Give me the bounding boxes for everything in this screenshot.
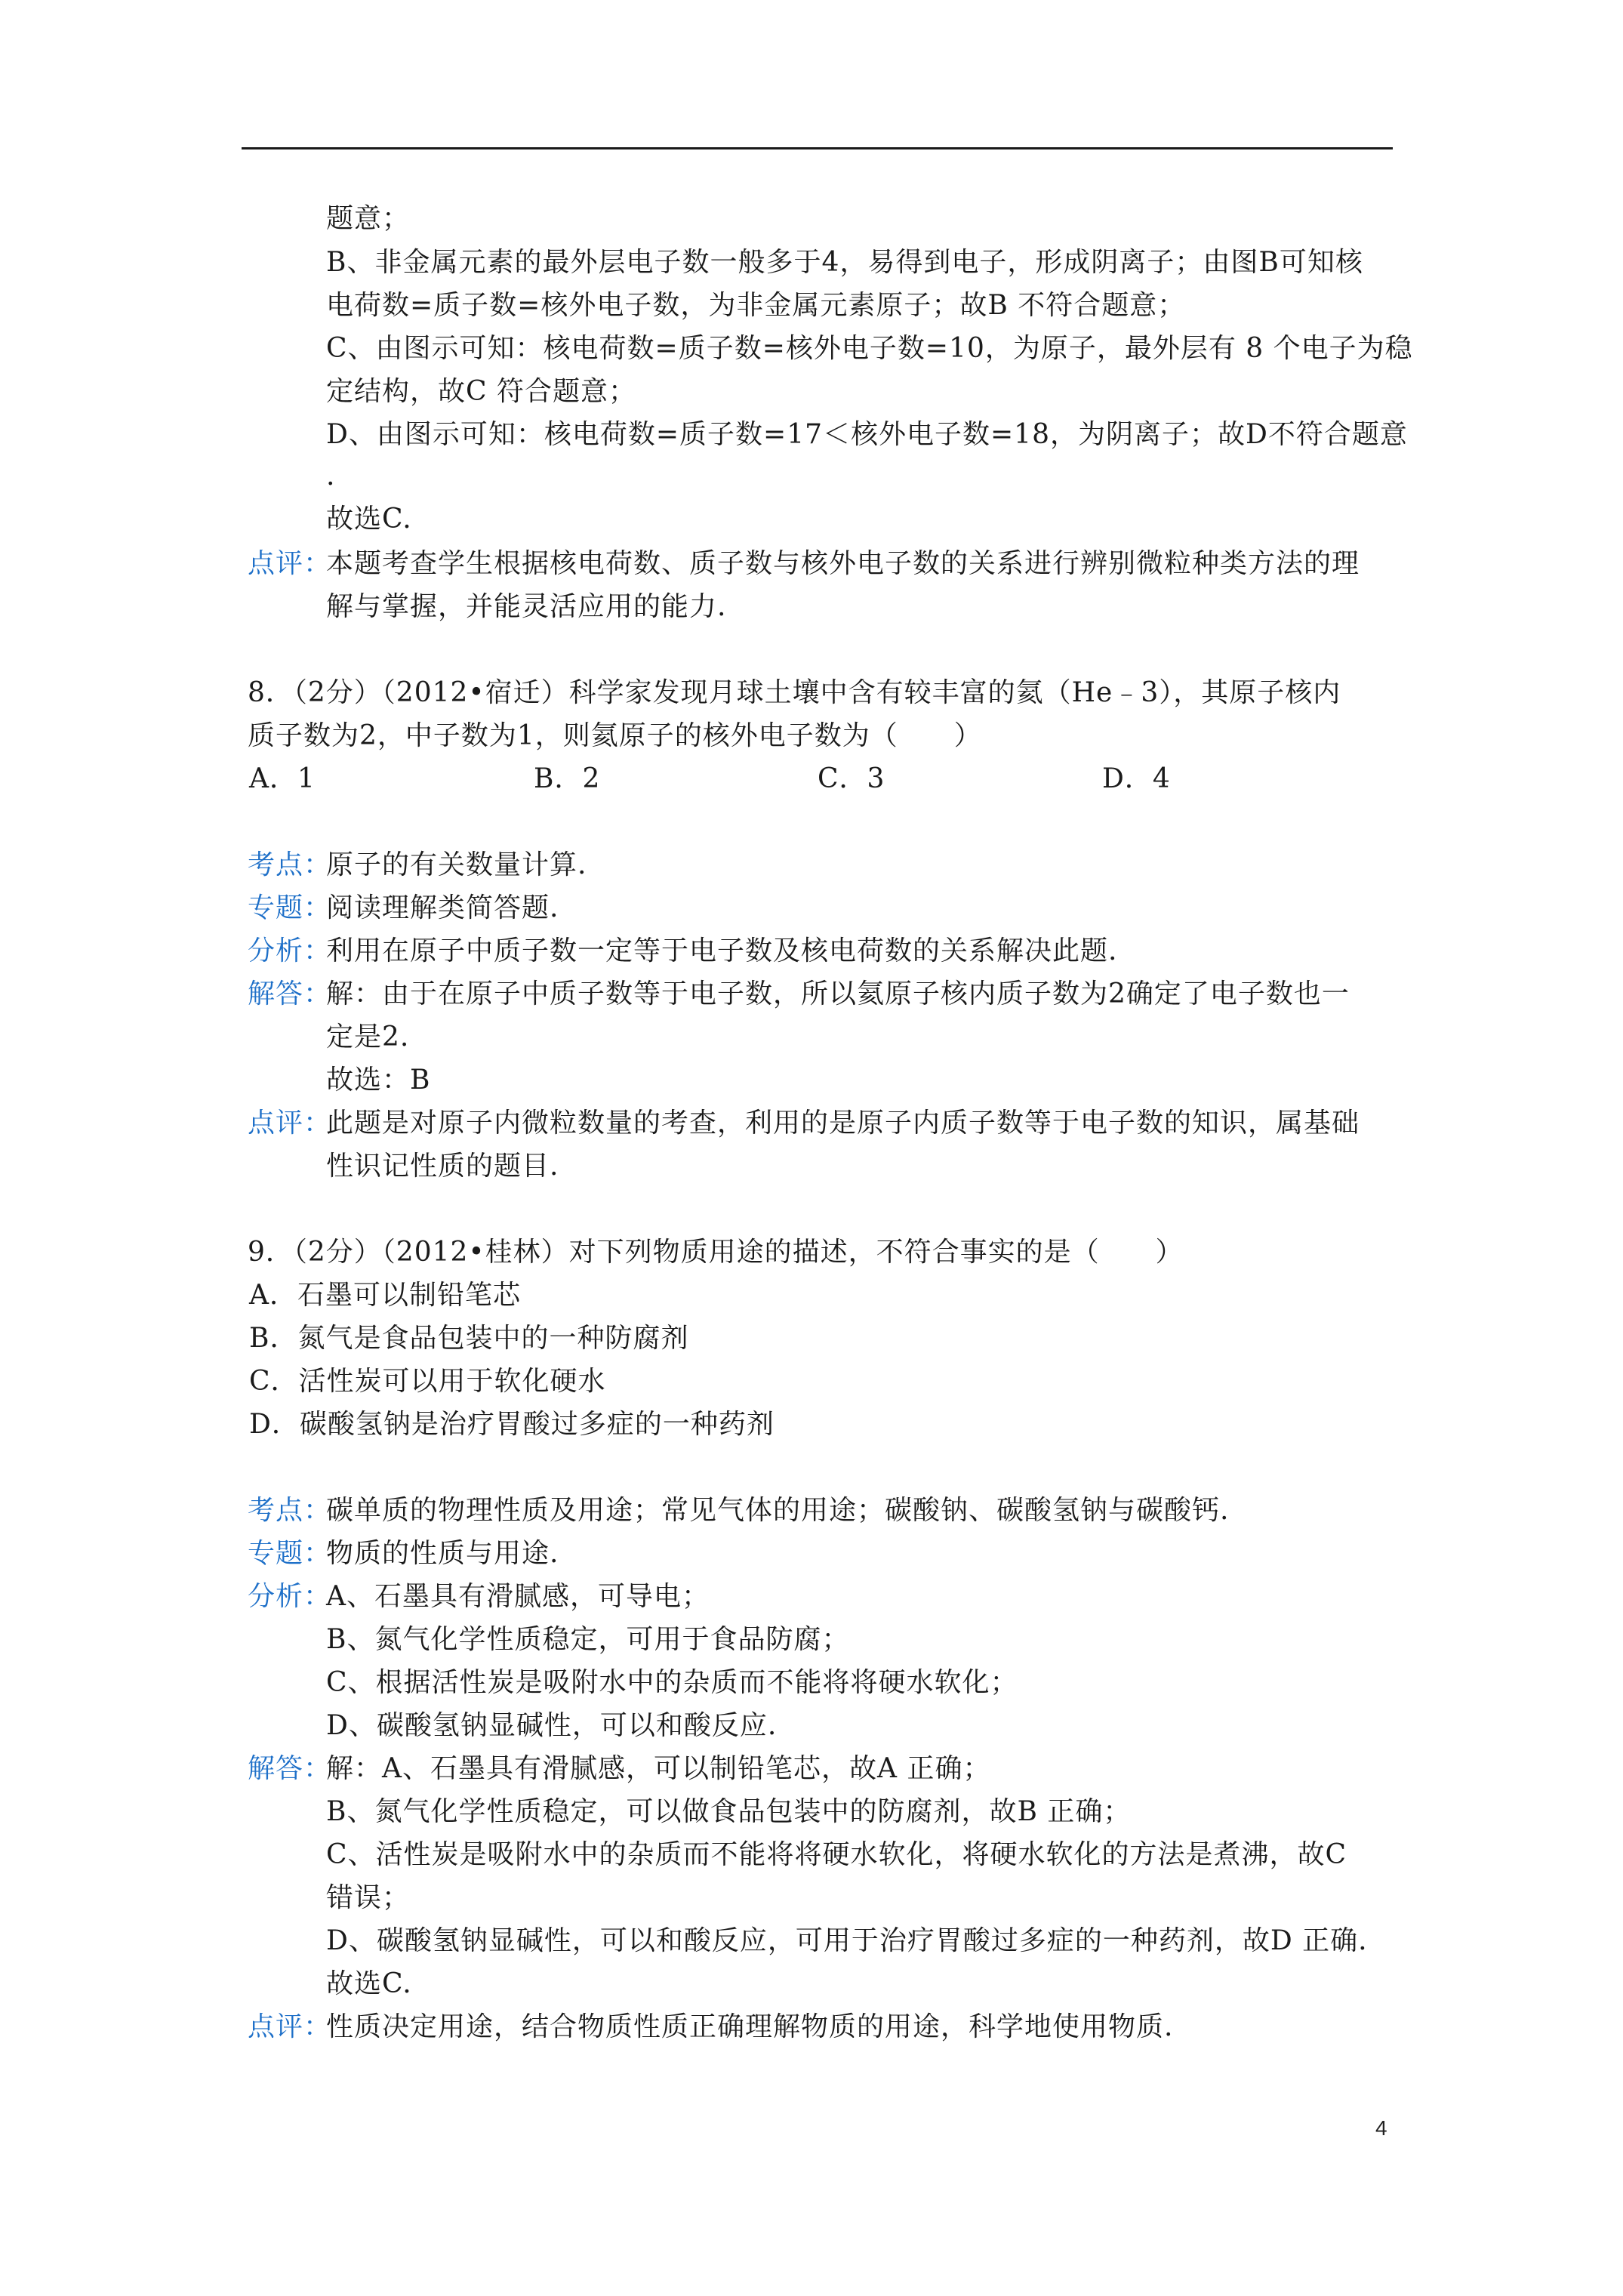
- q7-line-7: .: [326, 461, 336, 492]
- q9-option-d: D．碳酸氢钠是治疗胃酸过多症的一种药剂: [249, 1409, 775, 1440]
- q7-line-5: 定结构，故C 符合题意；: [326, 376, 636, 407]
- q9-zhuanti-label: 专题：: [248, 1538, 332, 1569]
- q9-jieda-line-5: D、碳酸氢钠显碱性，可以和酸反应，可用于治疗胃酸过多症的一种药剂，故D 正确.: [326, 1925, 1368, 1956]
- q9-kaodian-label: 考点：: [248, 1495, 332, 1526]
- q8-zhuanti-label: 专题：: [248, 892, 332, 923]
- q9-jieda-label: 解答：: [248, 1753, 332, 1784]
- q9-fenxi-label: 分析：: [248, 1581, 332, 1612]
- q9-fenxi-line-2: B、氮气化学性质稳定，可用于食品防腐；: [326, 1624, 850, 1655]
- q9-jieda-line-3: C、活性炭是吸附水中的杂质而不能将将硬水软化，将硬水软化的方法是煮沸，故C: [326, 1839, 1347, 1870]
- q8-kaodian-label: 考点：: [248, 849, 332, 880]
- q7-comment-line-2: 解与掌握，并能灵活应用的能力.: [326, 591, 727, 622]
- q8-zhuanti-text: 阅读理解类简答题.: [326, 892, 559, 923]
- q8-option-b: B．2: [534, 763, 601, 794]
- q9-dianping-label: 点评：: [248, 2011, 332, 2042]
- q7-comment-label: 点评：: [248, 548, 332, 579]
- q8-jieda-line-2: 定是2.: [326, 1022, 410, 1052]
- q8-dianping-label: 点评：: [248, 1108, 332, 1139]
- q8-fenxi-label: 分析：: [248, 935, 332, 966]
- q9-option-c: C．活性炭可以用于软化硬水: [249, 1366, 606, 1397]
- q7-line-6: D、由图示可知：核电荷数=质子数=17＜核外电子数=18，为阴离子；故D不符合题意: [326, 419, 1408, 450]
- q8-stem-line-2: 质子数为2，中子数为1，则氦原子的核外电子数为（ ）: [248, 720, 982, 751]
- q8-kaodian-text: 原子的有关数量计算.: [326, 849, 587, 880]
- q9-stem: 9．（2分）（2012•桂林）对下列物质用途的描述，不符合事实的是（ ）: [248, 1237, 1184, 1268]
- q9-zhuanti-text: 物质的性质与用途.: [326, 1538, 559, 1569]
- q9-fenxi-line-4: D、碳酸氢钠显碱性，可以和酸反应.: [326, 1710, 778, 1741]
- q9-jieda-line-6: 故选C.: [326, 1968, 412, 1999]
- q7-line-1: 题意；: [326, 203, 411, 234]
- q8-jieda-line-1: 解：由于在原子中质子数等于电子数，所以氦原子核内质子数为2确定了电子数也一: [326, 978, 1350, 1009]
- header-rule: [242, 147, 1393, 149]
- q8-dianping-line-1: 此题是对原子内微粒数量的考查，利用的是原子内质子数等于电子数的知识，属基础: [326, 1108, 1360, 1139]
- q8-jieda-line-3: 故选：B: [326, 1065, 431, 1096]
- q7-comment-line-1: 本题考查学生根据核电荷数、质子数与核外电子数的关系进行辨别微粒种类方法的理: [326, 548, 1360, 579]
- q9-option-a: A．石墨可以制铅笔芯: [249, 1280, 521, 1311]
- q7-line-3: 电荷数=质子数=核外电子数，为非金属元素原子；故B 不符合题意；: [326, 290, 1186, 321]
- q8-option-d: D．4: [1102, 763, 1171, 794]
- q8-option-c: C．3: [818, 763, 885, 794]
- page-number: 4: [1375, 2116, 1387, 2140]
- q7-line-8: 故选C.: [326, 504, 412, 535]
- q8-fenxi-text: 利用在原子中质子数一定等于电子数及核电荷数的关系解决此题.: [326, 935, 1118, 966]
- q9-jieda-line-2: B、氮气化学性质稳定，可以做食品包装中的防腐剂，故B 正确；: [326, 1796, 1132, 1827]
- q8-dianping-line-2: 性识记性质的题目.: [326, 1151, 559, 1182]
- q9-kaodian-text: 碳单质的物理性质及用途；常见气体的用途；碳酸钠、碳酸氢钠与碳酸钙.: [326, 1495, 1230, 1526]
- q9-fenxi-line-3: C、根据活性炭是吸附水中的杂质而不能将将硬水软化；: [326, 1667, 1018, 1698]
- q8-option-a: A．1: [249, 763, 316, 794]
- q9-dianping-text: 性质决定用途，结合物质性质正确理解物质的用途，科学地使用物质.: [326, 2011, 1174, 2042]
- q7-line-2: B、非金属元素的最外层电子数一般多于4，易得到电子，形成阴离子；由图B可知核: [326, 247, 1363, 278]
- q9-fenxi-line-1: A、石墨具有滑腻感，可导电；: [326, 1581, 710, 1612]
- q9-jieda-line-4: 错误；: [326, 1882, 411, 1913]
- q8-stem-line-1: 8．（2分）（2012•宿迁）科学家发现月球土壤中含有较丰富的氦（He﹣3），其原子核内: [248, 677, 1341, 708]
- q9-option-b: B．氮气是食品包装中的一种防腐剂: [249, 1323, 689, 1354]
- q9-jieda-line-1: 解：A、石墨具有滑腻感，可以制铅笔芯，故A 正确；: [326, 1753, 991, 1784]
- q7-line-4: C、由图示可知：核电荷数=质子数=核外电子数=10，为原子，最外层有 8 个电子为稳: [326, 333, 1413, 364]
- q8-jieda-label: 解答：: [248, 978, 332, 1009]
